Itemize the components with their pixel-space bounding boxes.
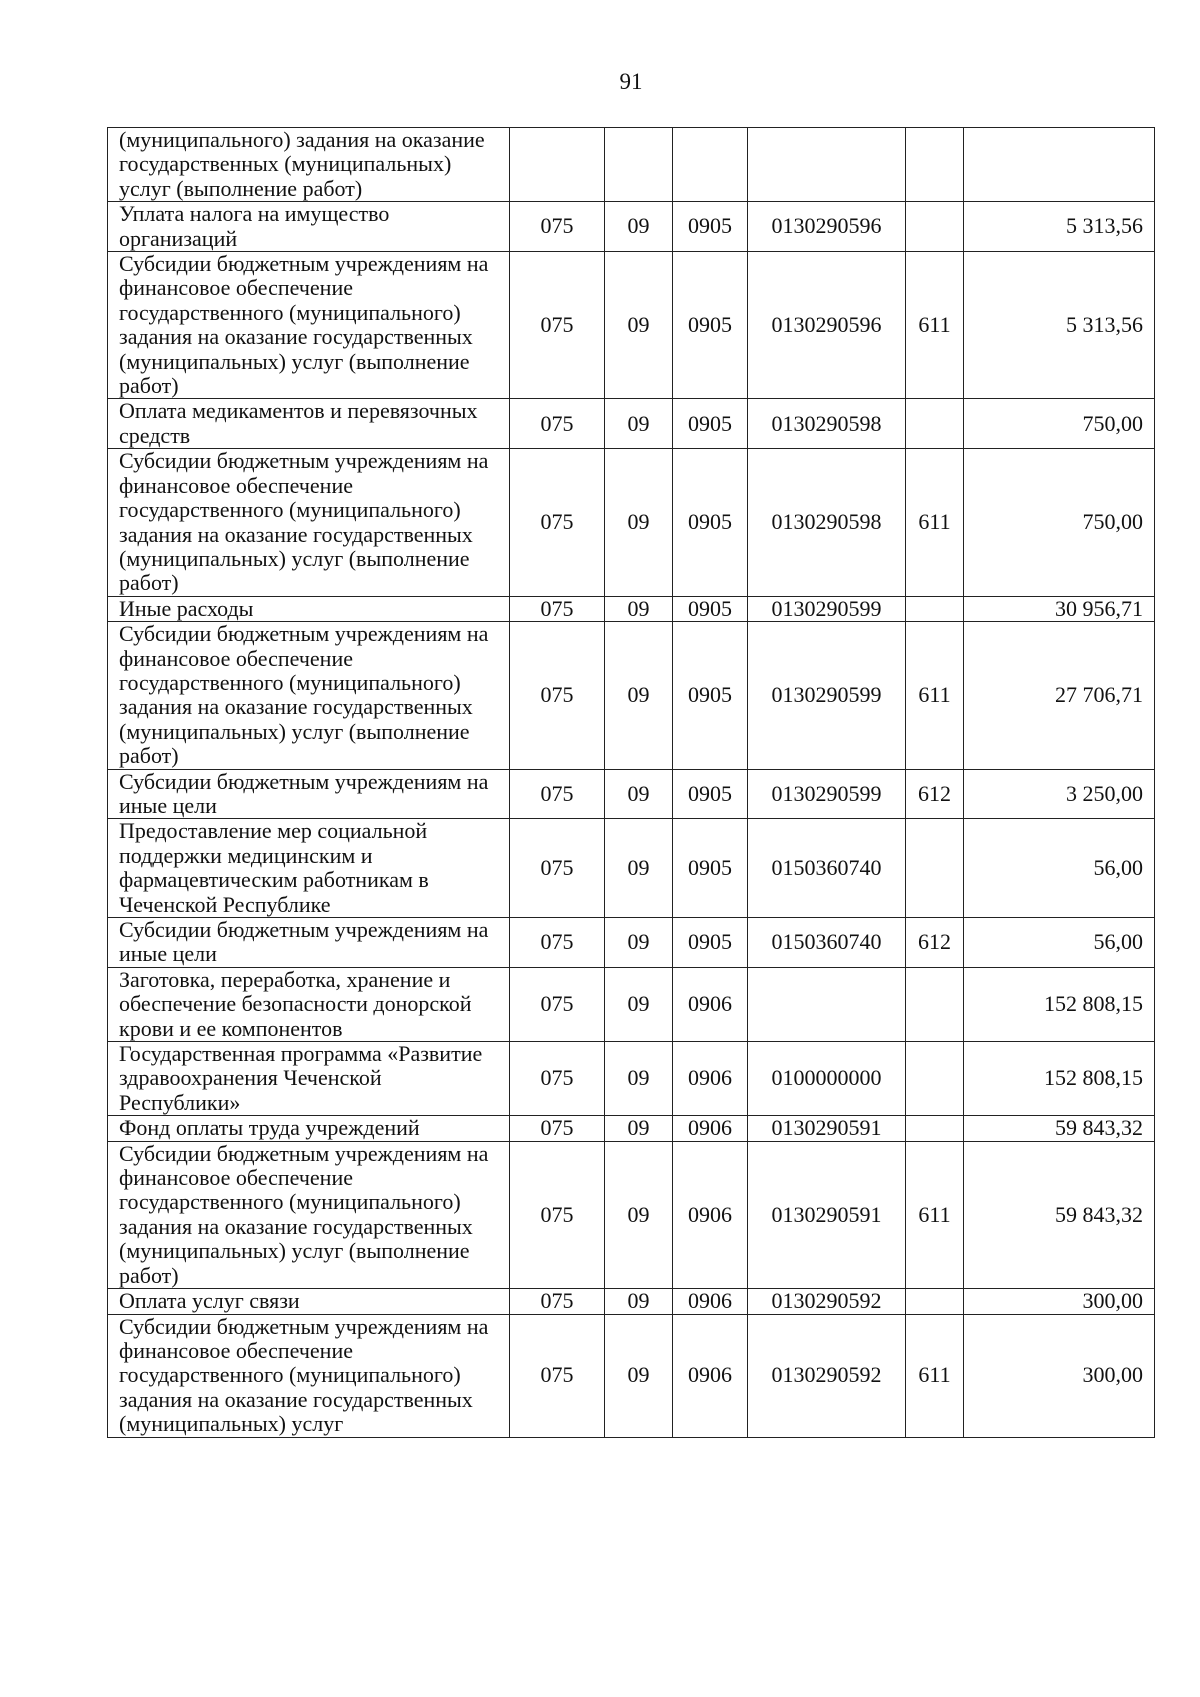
expense-type-cell: 611 [906,622,964,769]
table-row [108,1141,1155,1288]
subsection-code-cell: 0906 [673,1042,748,1116]
expense-type-cell [906,967,964,1041]
expense-name-cell: Государственная программа «Развитие здравоохранения Чеченской Республики» [108,1042,510,1116]
subsection-code-cell: 0905 [673,622,748,769]
section-code-cell: 09 [605,449,673,596]
table-row [108,769,1155,819]
department-code-cell [510,128,605,202]
expense-name-cell: Заготовка, переработка, хранение и обеспечение безопасности донорской крови и ее компонентов [108,967,510,1041]
subsection-code-cell: 0905 [673,202,748,252]
expense-name-cell: Оплата услуг связи [108,1289,510,1314]
amount-cell: 27 706,71 [964,622,1155,769]
expense-name-cell: Предоставление мер социальной поддержки медицинским и фармацевтическим работникам в Чеченской Республике [108,819,510,918]
section-code-cell: 09 [605,596,673,621]
expense-type-cell [906,596,964,621]
subsection-code-cell: 0906 [673,967,748,1041]
section-code-cell: 09 [605,918,673,968]
department-code-cell: 075 [510,769,605,819]
subsection-code-cell: 0905 [673,918,748,968]
target-article-cell: 0130290599 [748,769,906,819]
expense-name-cell: Фонд оплаты труда учреждений [108,1116,510,1141]
expense-type-cell [906,1042,964,1116]
target-article-cell: 0130290598 [748,449,906,596]
budget-table [107,127,1155,1438]
department-code-cell: 075 [510,918,605,968]
target-article-cell: 0130290599 [748,596,906,621]
amount-cell: 3 250,00 [964,769,1155,819]
section-code-cell: 09 [605,819,673,918]
subsection-code-cell: 0906 [673,1314,748,1437]
table-row [108,202,1155,252]
table-row [108,967,1155,1041]
expense-name-cell: Субсидии бюджетным учреждениям на иные цели [108,769,510,819]
section-code-cell [605,128,673,202]
expense-type-cell: 611 [906,1141,964,1288]
target-article-cell [748,128,906,202]
department-code-cell: 075 [510,399,605,449]
section-code-cell: 09 [605,202,673,252]
subsection-code-cell: 0906 [673,1116,748,1141]
subsection-code-cell: 0906 [673,1289,748,1314]
department-code-cell: 075 [510,449,605,596]
expense-type-cell [906,128,964,202]
section-code-cell: 09 [605,622,673,769]
table-row [108,252,1155,399]
expense-type-cell: 611 [906,252,964,399]
amount-cell [964,128,1155,202]
expense-type-cell: 612 [906,918,964,968]
expense-type-cell [906,819,964,918]
subsection-code-cell: 0906 [673,1141,748,1288]
department-code-cell: 075 [510,1314,605,1437]
expense-type-cell: 611 [906,1314,964,1437]
subsection-code-cell: 0905 [673,596,748,621]
section-code-cell: 09 [605,769,673,819]
subsection-code-cell: 0905 [673,819,748,918]
expense-name-cell: Оплата медикаментов и перевязочных средств [108,399,510,449]
amount-cell: 750,00 [964,399,1155,449]
section-code-cell: 09 [605,399,673,449]
amount-cell: 750,00 [964,449,1155,596]
expense-type-cell: 612 [906,769,964,819]
subsection-code-cell: 0905 [673,769,748,819]
expense-type-cell [906,1289,964,1314]
page-number: 91 [619,69,643,94]
department-code-cell: 075 [510,1289,605,1314]
amount-cell: 152 808,15 [964,967,1155,1041]
expense-name-cell: Субсидии бюджетным учреждениям на финансовое обеспечение государственного (муниципального) задания на оказание государственных (муниципальных) услуг (выполнение работ) [108,622,510,769]
amount-cell: 56,00 [964,918,1155,968]
table-row [108,622,1155,769]
target-article-cell [748,967,906,1041]
department-code-cell: 075 [510,819,605,918]
department-code-cell: 075 [510,202,605,252]
target-article-cell: 0130290596 [748,202,906,252]
section-code-cell: 09 [605,967,673,1041]
target-article-cell: 0130290596 [748,252,906,399]
department-code-cell: 075 [510,1042,605,1116]
amount-cell: 300,00 [964,1314,1155,1437]
section-code-cell: 09 [605,1116,673,1141]
table-row [108,1042,1155,1116]
table-row [108,596,1155,621]
expense-type-cell [906,202,964,252]
amount-cell: 30 956,71 [964,596,1155,621]
target-article-cell: 0100000000 [748,1042,906,1116]
target-article-cell: 0130290591 [748,1116,906,1141]
expense-name-cell: Уплата налога на имущество организаций [108,202,510,252]
target-article-cell: 0130290591 [748,1141,906,1288]
expense-name-cell: Иные расходы [108,596,510,621]
table-row [108,1289,1155,1314]
amount-cell: 5 313,56 [964,252,1155,399]
department-code-cell: 075 [510,252,605,399]
table-row [108,399,1155,449]
section-code-cell: 09 [605,252,673,399]
expense-type-cell [906,399,964,449]
department-code-cell: 075 [510,1116,605,1141]
expense-name-cell: Субсидии бюджетным учреждениям на финансовое обеспечение государственного (муниципального) задания на оказание государственных (муниципальных) услуг (выполнение работ) [108,252,510,399]
amount-cell: 152 808,15 [964,1042,1155,1116]
section-code-cell: 09 [605,1141,673,1288]
amount-cell: 56,00 [964,819,1155,918]
expense-name-cell: Субсидии бюджетным учреждениям на финансовое обеспечение государственного (муниципального) задания на оказание государственных (муниципальных) услуг [108,1314,510,1437]
target-article-cell: 0130290592 [748,1289,906,1314]
table-row [108,128,1155,202]
amount-cell: 59 843,32 [964,1141,1155,1288]
target-article-cell: 0130290598 [748,399,906,449]
section-code-cell: 09 [605,1042,673,1116]
department-code-cell: 075 [510,622,605,769]
target-article-cell: 0150360740 [748,819,906,918]
subsection-code-cell: 0905 [673,449,748,596]
target-article-cell: 0130290599 [748,622,906,769]
section-code-cell: 09 [605,1314,673,1437]
table-row [108,819,1155,918]
expense-name-cell: Субсидии бюджетным учреждениям на иные цели [108,918,510,968]
table-row [108,918,1155,968]
table-row [108,1116,1155,1141]
amount-cell: 300,00 [964,1289,1155,1314]
section-code-cell: 09 [605,1289,673,1314]
subsection-code-cell: 0905 [673,399,748,449]
amount-cell: 5 313,56 [964,202,1155,252]
expense-type-cell: 611 [906,449,964,596]
department-code-cell: 075 [510,596,605,621]
target-article-cell: 0130290592 [748,1314,906,1437]
amount-cell: 59 843,32 [964,1116,1155,1141]
subsection-code-cell [673,128,748,202]
expense-type-cell [906,1116,964,1141]
table-row [108,449,1155,596]
expense-name-cell: Субсидии бюджетным учреждениям на финансовое обеспечение государственного (муниципального) задания на оказание государственных (муниципальных) услуг (выполнение работ) [108,449,510,596]
subsection-code-cell: 0905 [673,252,748,399]
department-code-cell: 075 [510,967,605,1041]
target-article-cell: 0150360740 [748,918,906,968]
table-row [108,1314,1155,1437]
department-code-cell: 075 [510,1141,605,1288]
expense-name-cell: Субсидии бюджетным учреждениям на финансовое обеспечение государственного (муниципального) задания на оказание государственных (муниципальных) услуг (выполнение работ) [108,1141,510,1288]
expense-name-cell: (муниципального) задания на оказание государственных (муниципальных) услуг (выполнение работ) [108,128,510,202]
